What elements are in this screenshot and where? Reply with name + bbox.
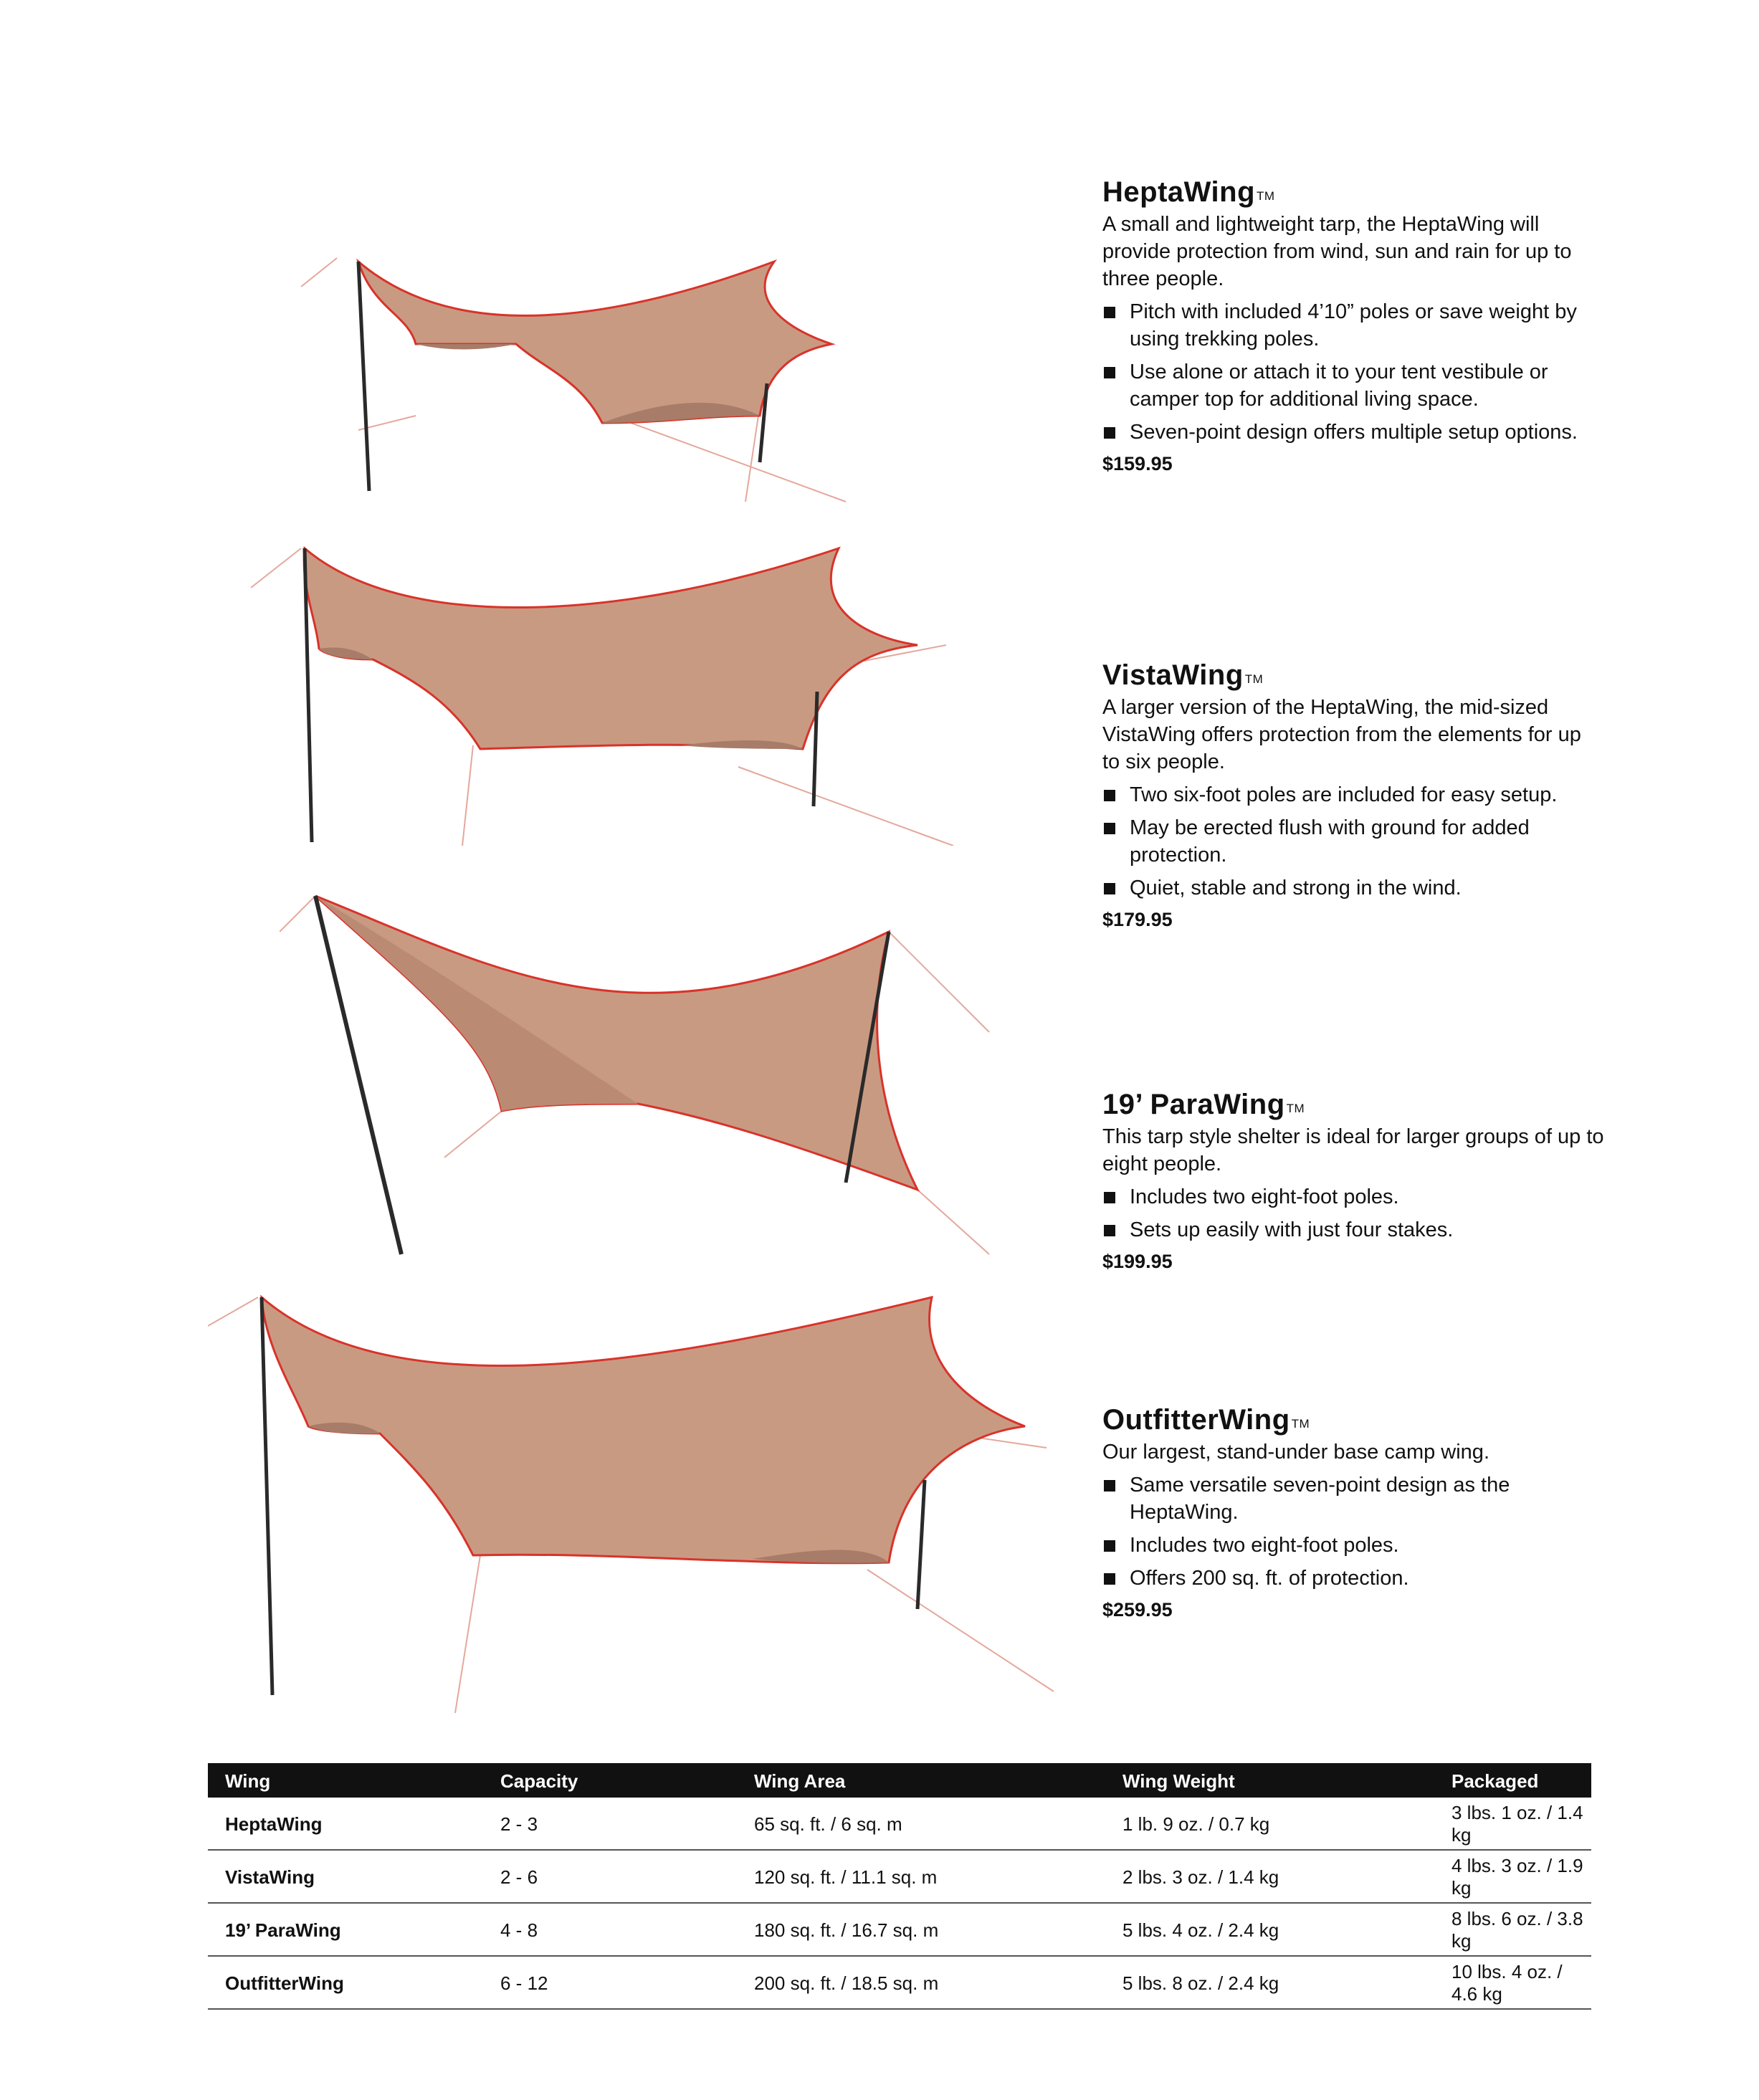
- table-cell: 6 - 12: [483, 1956, 737, 2009]
- product-title: HeptaWing ™: [1102, 176, 1275, 208]
- square-bullet-icon: [1104, 427, 1115, 439]
- product-price: $179.95: [1102, 909, 1173, 930]
- table-cell: 5 lbs. 4 oz. / 2.4 kg: [1105, 1903, 1434, 1956]
- vistawing-tarp-drawing: [237, 530, 968, 846]
- table-cell: OutfitterWing: [208, 1956, 483, 2009]
- feature-item: Two six-foot poles are included for easy setup.: [1102, 781, 1604, 808]
- table-cell: 3 lbs. 1 oz. / 1.4 kg: [1434, 1798, 1591, 1850]
- square-bullet-icon: [1104, 1192, 1115, 1203]
- table-cell: 8 lbs. 6 oz. / 3.8 kg: [1434, 1903, 1591, 1956]
- square-bullet-icon: [1104, 790, 1115, 801]
- table-cell: 19’ ParaWing: [208, 1903, 483, 1956]
- product-title: VistaWing ™: [1102, 659, 1264, 691]
- table-cell: 10 lbs. 4 oz. / 4.6 kg: [1434, 1956, 1591, 2009]
- feature-list: [1102, 781, 1604, 902]
- product-parawing: [1102, 1086, 1604, 1274]
- feature-item: Includes two eight-foot poles.: [1102, 1183, 1604, 1211]
- product-description: A larger version of the HeptaWing, the mid-sized VistaWing offers protection from the elements for up to six people.: [1102, 696, 1581, 773]
- table-cell: 2 - 6: [483, 1850, 737, 1903]
- column-header: Wing Weight: [1105, 1763, 1434, 1798]
- table-cell: 120 sq. ft. / 11.1 sq. m: [737, 1850, 1105, 1903]
- feature-list: [1102, 298, 1604, 446]
- table-cell: 180 sq. ft. / 16.7 sq. m: [737, 1903, 1105, 1956]
- product-description: This tarp style shelter is ideal for larger groups of up to eight people.: [1102, 1125, 1604, 1175]
- feature-item: Use alone or attach it to your tent vestibule or camper top for additional living space.: [1102, 358, 1604, 413]
- column-header: Capacity: [483, 1763, 737, 1798]
- table-cell: 5 lbs. 8 oz. / 2.4 kg: [1105, 1956, 1434, 2009]
- table-cell: 4 lbs. 3 oz. / 1.9 kg: [1434, 1850, 1591, 1903]
- product-price: $259.95: [1102, 1599, 1173, 1621]
- product-description: Our largest, stand-under base camp wing.: [1102, 1441, 1489, 1464]
- table-cell: HeptaWing: [208, 1798, 483, 1850]
- table-cell: 4 - 8: [483, 1903, 737, 1956]
- product-title: 19’ ParaWing ™: [1102, 1089, 1305, 1120]
- feature-item: Quiet, stable and strong in the wind.: [1102, 874, 1604, 902]
- feature-item: May be erected flush with ground for added protection.: [1102, 814, 1604, 869]
- table-row: [208, 1798, 1591, 1850]
- product-outfitterwing: [1102, 1401, 1604, 1622]
- heptawing-image: [301, 244, 874, 516]
- product-heptawing: [1102, 173, 1604, 476]
- product-price: $199.95: [1102, 1251, 1173, 1272]
- feature-list: [1102, 1471, 1604, 1592]
- product-description: A small and lightweight tarp, the HeptaWing will provide protection from wind, sun and rain for up to three people.: [1102, 213, 1572, 290]
- table-header-row: [208, 1763, 1591, 1798]
- parawing-image: [280, 882, 996, 1269]
- square-bullet-icon: [1104, 1480, 1115, 1492]
- column-header: Wing: [208, 1763, 483, 1798]
- feature-list: [1102, 1183, 1604, 1244]
- table-row: [208, 1850, 1591, 1903]
- column-header: Wing Area: [737, 1763, 1105, 1798]
- vistawing-image: [237, 530, 968, 846]
- feature-item: Pitch with included 4’10” poles or save weight by using trekking poles.: [1102, 298, 1604, 353]
- product-title: OutfitterWing ™: [1102, 1404, 1310, 1436]
- product-vistawing: [1102, 657, 1604, 932]
- table-cell: 200 sq. ft. / 18.5 sq. m: [737, 1956, 1105, 2009]
- specs-table: [208, 1763, 1591, 2010]
- parawing-tarp-drawing: [280, 882, 996, 1269]
- outfitterwing-tarp-drawing: [208, 1283, 1061, 1713]
- table-cell: 65 sq. ft. / 6 sq. m: [737, 1798, 1105, 1850]
- heptawing-tarp-drawing: [301, 244, 874, 516]
- feature-item: Sets up easily with just four stakes.: [1102, 1216, 1604, 1244]
- square-bullet-icon: [1104, 823, 1115, 834]
- outfitterwing-image: [208, 1283, 1061, 1713]
- square-bullet-icon: [1104, 307, 1115, 318]
- square-bullet-icon: [1104, 367, 1115, 378]
- table-cell: 1 lb. 9 oz. / 0.7 kg: [1105, 1798, 1434, 1850]
- feature-item: Includes two eight-foot poles.: [1102, 1532, 1604, 1559]
- table-row: [208, 1956, 1591, 2009]
- column-header: Packaged: [1434, 1763, 1591, 1798]
- table-cell: 2 - 3: [483, 1798, 737, 1850]
- product-price: $159.95: [1102, 453, 1173, 474]
- square-bullet-icon: [1104, 883, 1115, 894]
- square-bullet-icon: [1104, 1225, 1115, 1236]
- table-row: [208, 1903, 1591, 1956]
- square-bullet-icon: [1104, 1573, 1115, 1585]
- square-bullet-icon: [1104, 1540, 1115, 1552]
- feature-item: Same versatile seven-point design as the HeptaWing.: [1102, 1471, 1604, 1526]
- feature-item: Offers 200 sq. ft. of protection.: [1102, 1565, 1604, 1592]
- feature-item: Seven-point design offers multiple setup options.: [1102, 419, 1604, 446]
- table-cell: 2 lbs. 3 oz. / 1.4 kg: [1105, 1850, 1434, 1903]
- table-cell: VistaWing: [208, 1850, 483, 1903]
